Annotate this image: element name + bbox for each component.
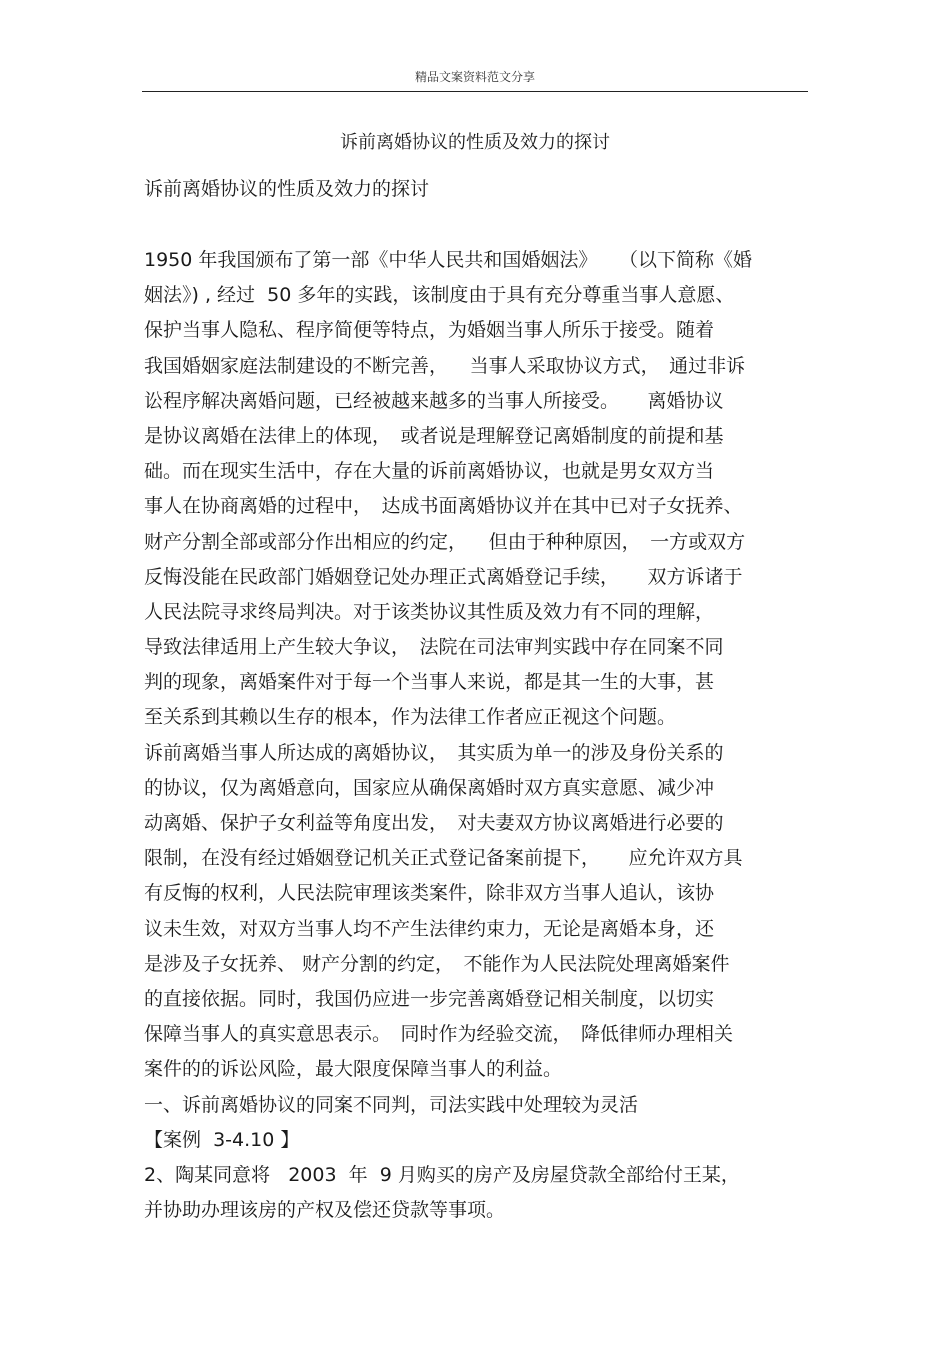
body-line: 诉前离婚当事人所达成的离婚协议， 其实质为单一的涉及身份关系的 [144, 741, 724, 764]
body-line: 并协助办理该房的产权及偿还贷款等事项。 [144, 1199, 506, 1222]
body-line: 财产分割全部或部分作出相应的约定， 但由于种种原因， 一方或双方 [144, 530, 746, 553]
body-line: 保护当事人隐私、程序简便等特点，为婚姻当事人所乐于接受。随着 [144, 319, 715, 342]
body-line: 是涉及子女抚养、 财产分割的约定， 不能作为人民法院处理离婚案件 [144, 952, 730, 975]
body-line: 1950 年我国颁布了第一部《中华人民共和国婚姻法》 （以下简称《婚 [144, 249, 752, 271]
document-subtitle: 诉前离婚协议的性质及效力的探讨 [144, 178, 430, 200]
body-line: 案件的的诉讼风险，最大限度保障当事人的利益。 [144, 1058, 563, 1081]
body-line: 的直接依据。同时，我国仍应进一步完善离婚登记相关制度，以切实 [144, 987, 715, 1010]
body-line: 是协议离婚在法律上的体现， 或者说是理解登记离婚制度的前提和基 [144, 424, 724, 447]
body-line: 限制，在没有经过婚姻登记机关正式登记备案前提下， 应允许双方具 [144, 847, 743, 870]
body-line: 事人在协商离婚的过程中， 达成书面离婚协议并在其中已对子女抚养、 [144, 495, 743, 518]
page-header: 精品文案资料范文分享 [414, 70, 535, 84]
document-body [144, 243, 814, 1228]
body-line: 的协议，仅为离婚意向，国家应从确保离婚时双方真实意愿、减少冲 [144, 776, 715, 799]
body-line: 人民法院寻求终局判决。对于该类协议其性质及效力有不同的理解， [144, 600, 715, 623]
body-line: 动离婚、保护子女利益等角度出发， 对夫妻双方协议离婚进行必要的 [144, 812, 724, 834]
document-title: 诉前离婚协议的性质及效力的探讨 [340, 132, 610, 153]
body-line: 我国婚姻家庭法制建设的不断完善， 当事人采取协议方式， 通过非诉 [144, 354, 746, 377]
body-line: 议未生效，对双方当事人均不产生法律约束力，无论是离婚本身，还 [144, 917, 715, 940]
case-label: 【案例 3-4.10 】 [144, 1128, 300, 1151]
body-line: 有反悔的权利，人民法院审理该类案件，除非双方当事人追认，该协 [144, 882, 715, 905]
body-line: 保障当事人的真实意思表示。 同时作为经验交流， 降低律师办理相关 [144, 1023, 734, 1046]
section-heading: 一、诉前离婚协议的同案不同判，司法实践中处理较为灵活 [144, 1093, 639, 1116]
body-line: 反悔没能在民政部门婚姻登记处办理正式离婚登记手续， 双方诉诸于 [144, 565, 743, 588]
header-divider [142, 91, 808, 92]
body-line: 讼程序解决离婚问题，已经被越来越多的当事人所接受。 离婚协议 [144, 389, 724, 412]
body-line: 导致法律适用上产生较大争议， 法院在司法审判实践中存在同案不同 [144, 636, 724, 659]
body-line: 至关系到其赖以生存的根本，作为法律工作者应正视这个问题。 [144, 706, 677, 729]
body-line: 判的现象，离婚案件对于每一个当事人来说，都是其一生的大事，甚 [144, 671, 715, 694]
body-line: 2、陶某同意将 2003 年 9 月购买的房产及房屋贷款全部给付王某， [144, 1163, 740, 1186]
body-line: 姻法》) , 经过 50 多年的实践，该制度由于具有充分尊重当事人意愿、 [144, 284, 735, 307]
body-line: 础。而在现实生活中，存在大量的诉前离婚协议，也就是男女双方当 [144, 460, 715, 483]
